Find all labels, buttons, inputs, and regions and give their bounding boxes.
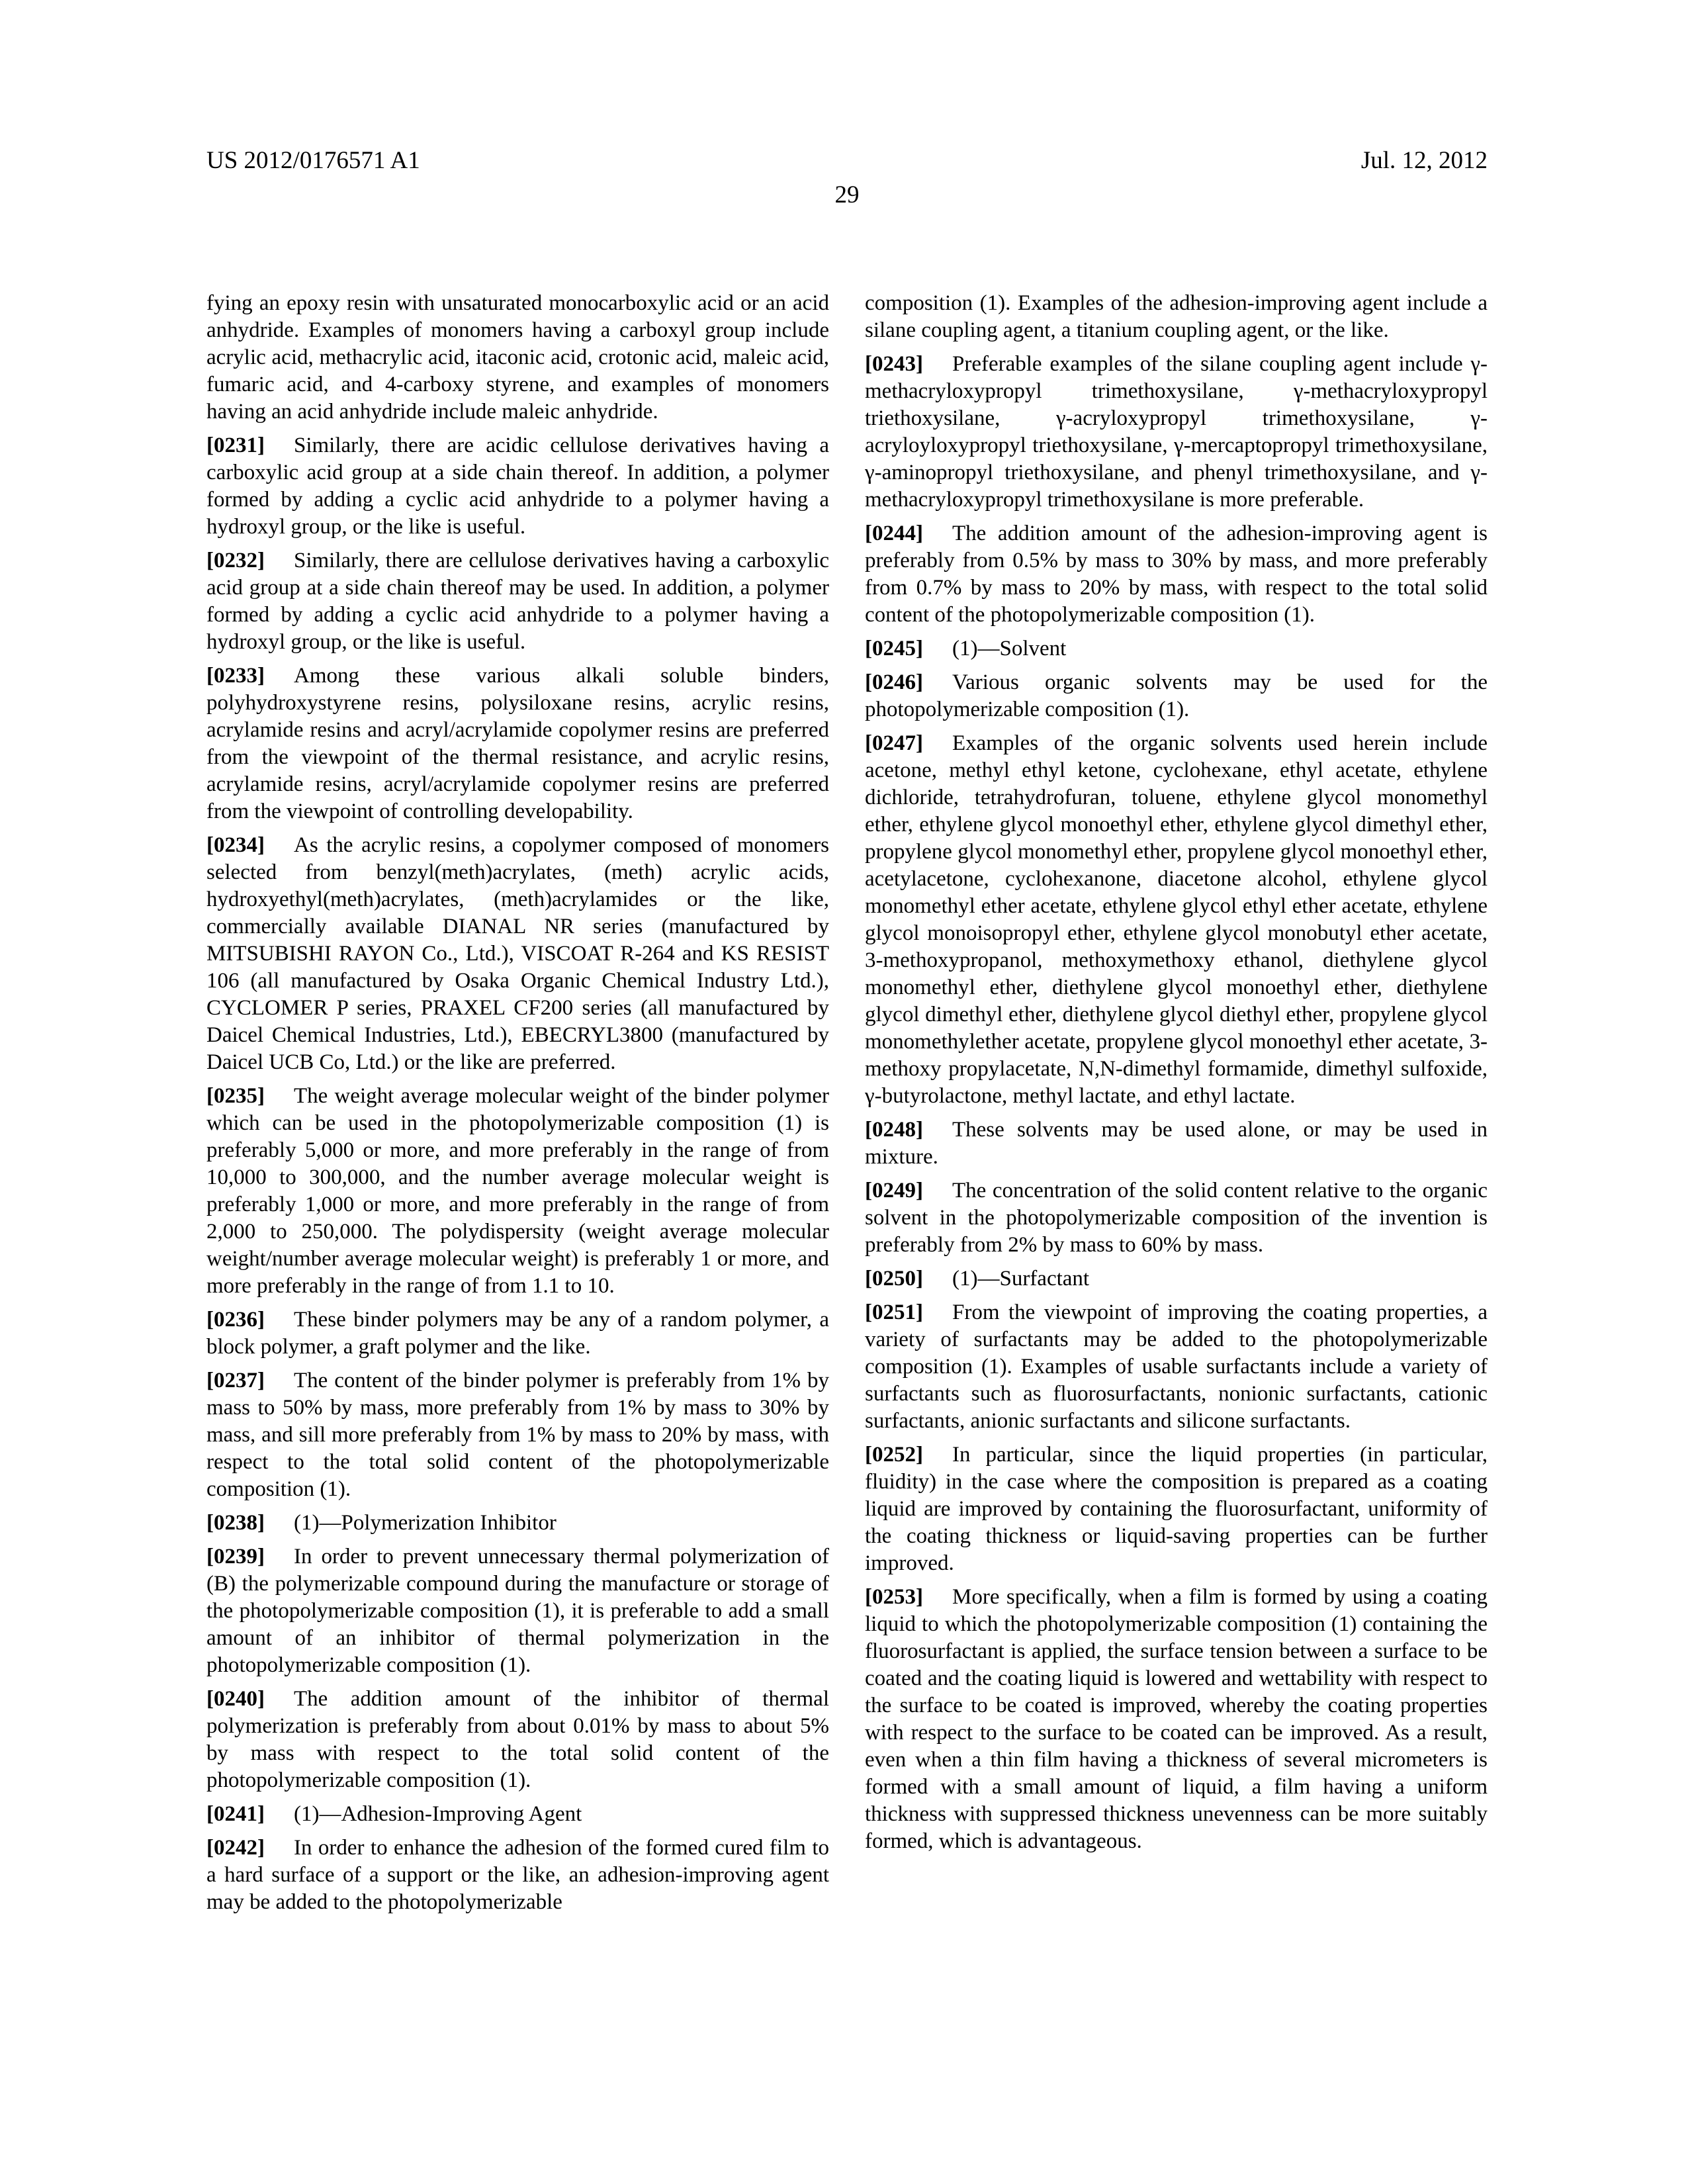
right-column xyxy=(865,290,1488,1923)
paragraph-number: [0234] xyxy=(206,833,265,857)
paragraph-text: In order to enhance the adhesion of the formed cured film to a hard surface of a support or the like, an adhesion-improving agent may be added to the photopolymerizable xyxy=(206,1836,829,1914)
paragraph-number: [0231] xyxy=(206,433,265,457)
paragraph-text: composition (1). Examples of the adhesion-improving agent include a silane coupling agent, a titanium coupling agent, or the like. xyxy=(865,291,1488,342)
paragraph-number: [0246] xyxy=(865,670,923,694)
paragraph-text: These solvents may be used alone, or may be used in mixture. xyxy=(865,1118,1488,1169)
paragraph-text: Similarly, there are cellulose derivatives having a carboxylic acid group at a side chain thereof may be used. In addition, a polymer formed by adding a cyclic acid anhydride to a polymer having a hydroxyl group, or the like is useful. xyxy=(206,549,829,654)
paragraph-number: [0233] xyxy=(206,664,265,688)
left-column xyxy=(206,290,829,1923)
paragraph-number: [0253] xyxy=(865,1585,923,1609)
paragraph-0240 xyxy=(206,1686,829,1794)
paragraph-number: [0248] xyxy=(865,1118,923,1142)
paragraph-number: [0239] xyxy=(206,1545,265,1569)
paragraph-number: [0236] xyxy=(206,1308,265,1332)
document-body xyxy=(206,290,1488,1923)
publication-date: Jul. 12, 2012 xyxy=(1360,147,1488,174)
paragraph-text: These binder polymers may be any of a random polymer, a block polymer, a graft polymer and the like. xyxy=(206,1308,829,1359)
paragraph-text: (1)—Polymerization Inhibitor xyxy=(293,1511,557,1535)
paragraph-number: [0237] xyxy=(206,1369,265,1392)
paragraph-text: (1)—Solvent xyxy=(952,637,1067,660)
paragraph-text: In order to prevent unnecessary thermal polymerization of (B) the polymerizable compound during the manufacture or storage of the photopolymerizable composition (1), it is preferable to add a small amount of an inhibitor of thermal polymerization in the photopolymerizable composition (1). xyxy=(206,1545,829,1677)
paragraph-number: [0238] xyxy=(206,1511,265,1535)
paragraph-number: [0245] xyxy=(865,637,923,660)
paragraph-0252 xyxy=(865,1441,1488,1577)
paragraph-0236 xyxy=(206,1306,829,1361)
paragraph-0253 xyxy=(865,1584,1488,1855)
paragraph-0247 xyxy=(865,730,1488,1110)
paragraph-text: Similarly, there are acidic cellulose derivatives having a carboxylic acid group at a side chain thereof. In addition, a polymer formed by adding a cyclic acid anhydride to a polymer having a hydroxyl group, or the like is useful. xyxy=(206,433,829,539)
paragraph-number: [0251] xyxy=(865,1300,923,1324)
paragraph-text: Examples of the organic solvents used herein include acetone, methyl ethyl ketone, cyclohexane, ethyl acetate, ethylene dichloride, tetrahydrofuran, toluene, ethylene glycol monomethyl ether, ethylene glycol monoethyl ether, ethylene glycol dimethyl ether, propylene glycol monomethyl ether, propylene glycol monoethyl ether, acetylacetone, cyclohexanone, diacetone alcohol, ethylene glycol monomethyl ether acetate, ethylene glycol ethyl ether acetate, ethylene glycol monoisopropyl ether, ethylene glycol monobutyl ether acetate, 3-methoxypropanol, methoxymethoxy ethanol, diethylene glycol monomethyl ether, diethylene glycol monoethyl ether, diethylene glycol dimethyl ether, diethylene glycol diethyl ether, propylene glycol monomethylether acetate, propylene glycol monoethyl ether acetate, 3-methoxy propylacetate, N,N-dimethyl formamide, dimethyl sulfoxide, γ-butyrolactone, methyl lactate, and ethyl lactate. xyxy=(865,731,1488,1108)
paragraph-0250 xyxy=(865,1265,1488,1293)
patent-number: US 2012/0176571 A1 xyxy=(206,147,420,174)
paragraph-0238 xyxy=(206,1510,829,1537)
paragraph-0234 xyxy=(206,832,829,1076)
paragraph-number: [0243] xyxy=(865,352,923,376)
paragraph-text: As the acrylic resins, a copolymer composed of monomers selected from benzyl(meth)acrylates, (meth) acrylic acids, hydroxyethyl(meth)acrylates, (meth)acrylamides or the like, commercially available DIANAL NR series (manufactured by MITSUBISHI RAYON Co., Ltd.), VISCOAT R-264 and KS RESIST 106 (all manufactured by Osaka Organic Chemical Industry Ltd.), CYCLOMER P series, PRAXEL CF200 series (all manufactured by Daicel Chemical Industries, Ltd.), EBECRYL3800 (manufactured by Daicel UCB Co, Ltd.) or the like are preferred. xyxy=(206,833,829,1074)
paragraph-text: The addition amount of the adhesion-improving agent is preferably from 0.5% by mass to 30% by mass, and more preferably from 0.7% by mass to 20% by mass, with respect to the total solid content of the photopolymerizable composition (1). xyxy=(865,522,1488,627)
paragraph-number: [0244] xyxy=(865,522,923,545)
paragraph-text: (1)—Adhesion-Improving Agent xyxy=(293,1802,582,1826)
paragraph-text: Among these various alkali soluble binders, polyhydroxystyrene resins, polysiloxane resins, acrylic resins, acrylamide resins and acryl/acrylamide copolymer resins are preferred from the viewpoint of the thermal resistance, and acrylic resins, acrylamide resins, acryl/acrylamide copolymer resins are preferred from the viewpoint of controlling developability. xyxy=(206,664,829,823)
paragraph-0249 xyxy=(865,1177,1488,1259)
paragraph-0244 xyxy=(865,520,1488,629)
paragraph-0231 xyxy=(206,432,829,541)
paragraph-text: fying an epoxy resin with unsaturated monocarboxylic acid or an acid anhydride. Examples of monomers having a carboxyl group include acrylic acid, methacrylic acid, itaconic acid, crotonic acid, maleic acid, fumaric acid, and 4-carboxy styrene, and examples of monomers having an acid anhydride include maleic anhydride. xyxy=(206,291,829,424)
paragraph-number: [0235] xyxy=(206,1084,265,1108)
paragraph-number: [0249] xyxy=(865,1179,923,1203)
paragraph-number: [0247] xyxy=(865,731,923,755)
paragraph-0237 xyxy=(206,1367,829,1503)
paragraph-text: In particular, since the liquid properties (in particular, fluidity) in the case where the composition is prepared as a coating liquid are improved by containing the fluorosurfactant, uniformity of the coating thickness or liquid-saving properties can be further improved. xyxy=(865,1443,1488,1575)
paragraph-0246 xyxy=(865,669,1488,723)
paragraph-text: More specifically, when a film is formed by using a coating liquid to which the photopolymerizable composition (1) containing the fluorosurfactant is applied, the surface tension between a surface to be coated and the coating liquid is lowered and wettability with respect to the surface to be coated is improved, whereby the coating properties with respect to the surface to be coated can be improved. As a result, even when a thin film having a thickness of several micrometers is formed with a small amount of liquid, a film having a uniform thickness with suppressed thickness unevenness can be more suitably formed, which is advantageous. xyxy=(865,1585,1488,1853)
paragraph-0232 xyxy=(206,547,829,656)
paragraph-0245 xyxy=(865,635,1488,662)
paragraph-number: [0240] xyxy=(206,1687,265,1711)
paragraph-text: The weight average molecular weight of the binder polymer which can be used in the photopolymerizable composition (1) is preferably 5,000 or more, and more preferably in the range of from 10,000 to 300,000, and the number average molecular weight is preferably 1,000 or more, and more preferably in the range of from 2,000 to 250,000. The polydispersity (weight average molecular weight/number average molecular weight) is preferably 1 or more, and more preferably in the range of from 1.1 to 10. xyxy=(206,1084,829,1298)
paragraph-number: [0242] xyxy=(206,1836,265,1860)
paragraph-number: [0252] xyxy=(865,1443,923,1467)
paragraph-number: [0250] xyxy=(865,1267,923,1291)
paragraph-text: The addition amount of the inhibitor of thermal polymerization is preferably from about 0.01% by mass to about 5% by mass with respect to the total solid content of the photopolymerizable composition (1). xyxy=(206,1687,829,1792)
paragraph-text: The concentration of the solid content relative to the organic solvent in the photopolymerizable composition of the invention is preferably from 2% by mass to 60% by mass. xyxy=(865,1179,1488,1257)
paragraph-0233 xyxy=(206,662,829,825)
continuation-paragraph xyxy=(865,290,1488,344)
paragraph-text: The content of the binder polymer is preferably from 1% by mass to 50% by mass, more preferably from 1% by mass to 30% by mass, and sill more preferably from 1% by mass to 20% by mass, with respect to the total solid content of the photopolymerizable composition (1). xyxy=(206,1369,829,1501)
paragraph-0243 xyxy=(865,351,1488,514)
paragraph-text: Preferable examples of the silane coupling agent include γ-methacryloxypropyl trimethoxysilane, γ-methacryloxypropyl triethoxysilane, γ-acryloxypropyl trimethoxysilane, γ-acryloyloxypropyl triethoxysilane, γ-mercaptopropyl trimethoxysilane, γ-aminopropyl triethoxysilane, and phenyl trimethoxysilane, and γ-methacryloxypropyl trimethoxysilane is more preferable. xyxy=(865,352,1488,512)
paragraph-0235 xyxy=(206,1083,829,1300)
paragraph-number: [0241] xyxy=(206,1802,265,1826)
page-header xyxy=(206,147,1488,175)
paragraph-text: Various organic solvents may be used for the photopolymerizable composition (1). xyxy=(865,670,1488,721)
page-number: 29 xyxy=(834,181,860,208)
paragraph-number: [0232] xyxy=(206,549,265,572)
paragraph-0251 xyxy=(865,1299,1488,1435)
paragraph-0239 xyxy=(206,1543,829,1679)
paragraph-text: From the viewpoint of improving the coating properties, a variety of surfactants may be added to the photopolymerizable composition (1). Examples of usable surfactants include a variety of surfactants such as fluorosurfactants, nonionic surfactants, cationic surfactants, anionic surfactants and silicone surfactants. xyxy=(865,1300,1488,1433)
continuation-paragraph xyxy=(206,290,829,426)
paragraph-text: (1)—Surfactant xyxy=(952,1267,1090,1291)
paragraph-0241 xyxy=(206,1801,829,1828)
paragraph-0248 xyxy=(865,1116,1488,1171)
paragraph-0242 xyxy=(206,1835,829,1916)
